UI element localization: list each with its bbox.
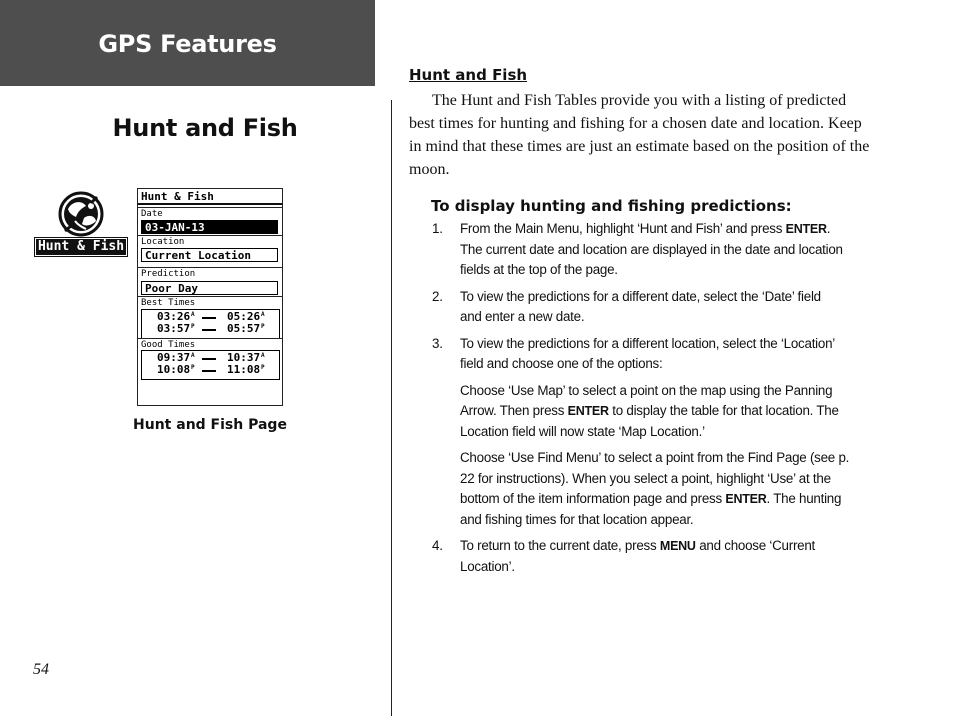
step-text: To view the predictions for a different location, select the ‘Location’ [460,335,836,351]
ampm: P [191,323,195,330]
time-end: 10:37 [227,351,261,364]
step-text: . [826,221,831,236]
step-number: 1. [432,221,443,236]
step-number: 3. [432,335,443,351]
step-text: To return to the current date, press [460,538,660,553]
key-enter: ENTER [725,492,767,506]
ampm: A [191,352,195,359]
time-dash [202,329,216,331]
date-field[interactable]: 03-JAN-13 [141,220,278,234]
step-item [432,334,884,531]
intro-line: moon. [409,161,450,178]
ampm: P [191,364,195,371]
steps-list [432,219,884,583]
date-label: Date [138,207,282,219]
step-text: to display the table for that location. The [608,403,839,418]
step-text: and enter a new date. [460,309,585,324]
step-item [432,536,884,577]
step-text: and choose ‘Current [695,538,816,553]
step-text: To view the predictions for a different date, select the ‘Date’ field [460,288,821,304]
step-text: field and choose one of the options: [460,356,663,371]
section-header [0,0,375,86]
page-heading: Hunt and Fish [112,114,298,142]
step-text: The current date and location are displayed in the date and location [460,241,843,257]
time-end: 05:57 [227,322,261,335]
step-text: fields at the top of the page. [460,262,618,277]
step-text: From the Main Menu, highlight ‘Hunt and Fish’ and press [460,221,786,236]
time-dash [202,317,216,319]
intro-line: best times for hunting and fishing for a chosen date and location. Keep [409,115,862,132]
ampm: A [261,311,265,318]
good-times-label: Good Times [138,338,282,350]
key-enter: ENTER [785,222,827,236]
location-label: Location [138,235,282,247]
section-title: GPS Features [98,30,277,58]
time-start: 03:26 [157,310,191,323]
time-start: 10:08 [157,363,191,376]
step-text: Location’. [460,558,515,574]
intro-line: The Hunt and Fish Tables provide you with a listing of predicted [432,92,847,109]
icon-label: Hunt & Fish [34,237,128,257]
step-text: Choose ‘Use Map’ to select a point on the map using the Panning [460,382,833,398]
step-number: 4. [432,538,443,553]
prediction-field: Poor Day [141,281,278,295]
intro-paragraph [409,89,879,181]
location-field[interactable]: Current Location [141,248,278,262]
prediction-label: Prediction [138,267,282,279]
step-text: bottom of the item information page and press [460,491,726,506]
ampm: A [261,352,265,359]
figure-caption: Hunt and Fish Page [133,417,287,433]
column-divider [391,100,392,716]
content-title: Hunt and Fish [409,66,528,84]
time-dash [202,370,216,372]
time-end: 11:08 [227,363,261,376]
ampm: A [191,311,195,318]
step-number: 2. [432,288,443,304]
key-menu: MENU [659,539,696,553]
time-start: 09:37 [157,351,191,364]
intro-line: in mind that these times are just an estimate based on the position of the [409,138,870,155]
device-title: Hunt & Fish [138,189,282,205]
time-dash [202,358,216,360]
step-item [432,287,884,328]
ampm: P [261,364,265,371]
time-end: 05:26 [227,310,261,323]
page-number: 54 [33,661,49,678]
hunt-fish-icon [34,189,128,259]
time-start: 03:57 [157,322,191,335]
device-screen [137,188,283,406]
step-text: Arrow. Then press [460,403,568,418]
globe-fish-icon [58,191,104,237]
best-times-label: Best Times [138,296,282,308]
ampm: P [261,323,265,330]
step-text: . The hunting [766,491,842,506]
step-text: 22 for instructions). When you select a point, highlight ‘Use’ at the [460,470,831,486]
step-text: Choose ‘Use Find Menu’ to select a point from the Find Page (see p. [460,450,850,465]
step-text: Location field will now state ‘Map Location.’ [460,423,705,439]
steps-heading: To display hunting and fishing predictions: [431,197,792,215]
step-item [432,219,884,281]
key-enter: ENTER [567,404,609,418]
step-text: and fishing times for that location appear. [460,511,694,527]
